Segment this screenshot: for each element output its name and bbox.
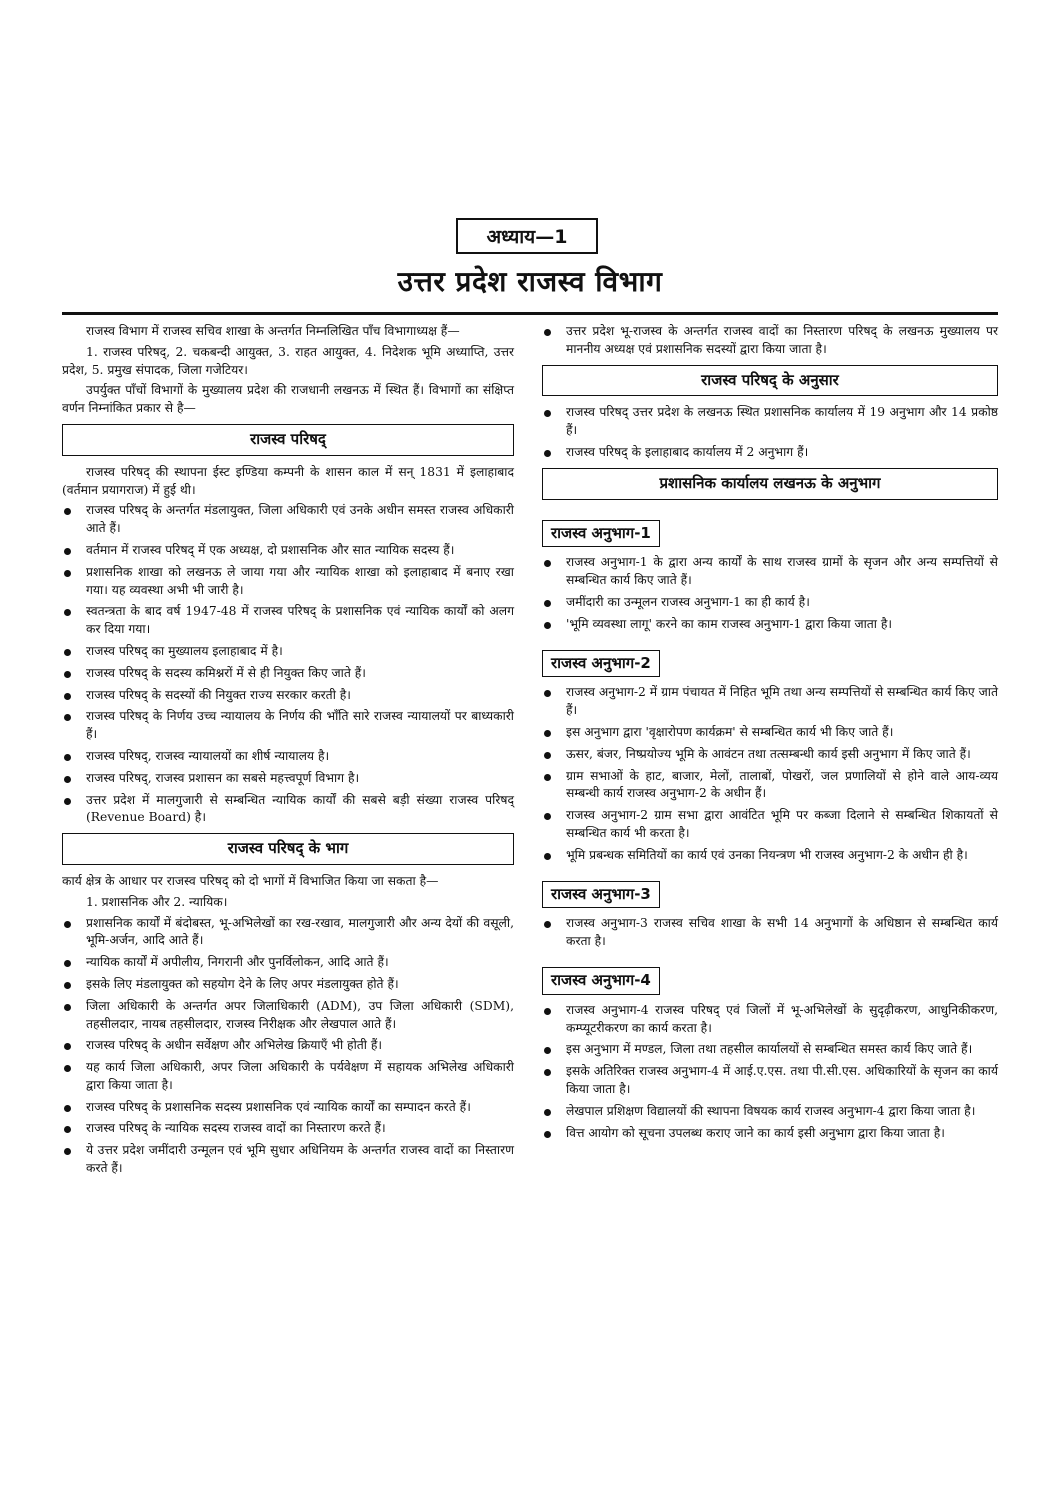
revenue-board-list: [62, 502, 514, 827]
bullet-icon: [64, 1004, 71, 1011]
bullet-icon: [544, 853, 551, 860]
bullet-icon: [64, 649, 71, 656]
intro-list: 1. राजस्व परिषद्, 2. चकबन्दी आयुक्त, 3. राहत आयुक्त, 4. निदेशक भूमि अध्याप्ति, उत्तर प्रदेश, 5. प्रमुख संपादक, जिला गजेटियर।: [62, 344, 514, 377]
subsection-heading-4: राजस्व अनुभाग-4: [542, 967, 660, 995]
list-item: ये उत्तर प्रदेश जमींदारी उन्मूलन एवं भूमि सुधार अधिनियम के अन्तर्गत राजस्व वादों का निस्तारण करते हैं।: [62, 1142, 514, 1178]
bullet-icon: [64, 754, 71, 761]
subsection-heading-3: राजस्व अनुभाग-3: [542, 881, 660, 909]
bullet-icon: [544, 622, 551, 629]
subsection-3-list: [542, 915, 998, 951]
list-item: राजस्व परिषद् का मुख्यालय इलाहाबाद में है।: [62, 643, 514, 661]
intro-paragraph: राजस्व विभाग में राजस्व सचिव शाखा के अन्तर्गत निम्नलिखित पाँच विभागाध्यक्ष हैं—: [86, 324, 460, 338]
list-item: राजस्व परिषद्, राजस्व न्यायालयों का शीर्ष न्यायालय है।: [62, 748, 514, 766]
bullet-icon: [544, 410, 551, 417]
list-item: राजस्व परिषद्, राजस्व प्रशासन का सबसे महत्त्वपूर्ण विभाग है।: [62, 770, 514, 788]
bullet-icon: [64, 548, 71, 555]
bullet-icon: [64, 982, 71, 989]
list-item: राजस्व परिषद् के प्रशासनिक सदस्य प्रशासनिक एवं न्यायिक कार्यों का सम्पादन करते हैं।: [62, 1099, 514, 1117]
left-column: [62, 323, 514, 1182]
list-item: यह कार्य जिला अधिकारी, अपर जिला अधिकारी के पर्यवेक्षण में सहायक अभिलेख अधिकारी द्वारा किया जाता है।: [62, 1059, 514, 1095]
board-parts-list: 1. प्रशासनिक और 2. न्यायिक।: [86, 894, 228, 909]
list-item: इसके लिए मंडलायुक्त को सहयोग देने के लिए अपर मंडलायुक्त होते हैं।: [62, 976, 514, 994]
bullet-icon: [544, 752, 551, 759]
list-item: उत्तर प्रदेश में मालगुजारी से सम्बन्धित न्यायिक कार्यों की सबसे बड़ी संख्या राजस्व परिषद् (Revenue Board) है।: [62, 792, 514, 828]
list-item: न्यायिक कार्यों में अपीलीय, निगरानी और पुनर्विलोकन, आदि आते हैं।: [62, 954, 514, 972]
list-item: राजस्व परिषद् के निर्णय उच्च न्यायालय के निर्णय की भाँति सारे राजस्व न्यायालयों पर बाध्यकारी हैं।: [62, 708, 514, 744]
bullet-icon: [64, 671, 71, 678]
list-item: प्रशासनिक शाखा को लखनऊ ले जाया गया और न्यायिक शाखा को इलाहाबाद में बनाए रखा गया। यह व्यवस्था अभी भी जारी है।: [62, 564, 514, 600]
list-item: लेखपाल प्रशिक्षण विद्यालयों की स्थापना विषयक कार्य राजस्व अनुभाग-4 द्वारा किया जाता है।: [542, 1103, 998, 1121]
bullet-icon: [64, 1148, 71, 1155]
title-rule: [62, 312, 998, 315]
bullet-icon: [544, 560, 551, 567]
bullet-icon: [544, 1047, 551, 1054]
list-item: प्रशासनिक कार्यों में बंदोबस्त, भू-अभिलेखों का रख-रखाव, मालगुजारी और अन्य देयों की वसूली, भूमि-अर्जन, आदि आते हैं।: [62, 915, 514, 951]
bullet-icon: [64, 609, 71, 616]
list-item: राजस्व अनुभाग-1 के द्वारा अन्य कार्यों के साथ राजस्व ग्रामों के सृजन और अन्य सम्पत्तियों से सम्बन्धित कार्य किए जाते हैं।: [542, 554, 998, 590]
list-item: राजस्व परिषद् के इलाहाबाद कार्यालय में 2 अनुभाग हैं।: [542, 444, 998, 462]
bullet-icon: [64, 1126, 71, 1133]
bullet-icon: [544, 813, 551, 820]
board-parts-paragraph: कार्य क्षेत्र के आधार पर राजस्व परिषद् को दो भागों में विभाजित किया जा सकता है—: [62, 873, 439, 888]
list-item: वित्त आयोग को सूचना उपलब्ध कराए जाने का कार्य इसी अनुभाग द्वारा किया जाता है।: [542, 1125, 998, 1143]
list-item: जिला अधिकारी के अन्तर्गत अपर जिलाधिकारी (ADM), उप जिला अधिकारी (SDM), तहसीलदार, नायब तहसीलदार, राजस्व निरीक्षक और लेखपाल आते हैं।: [62, 998, 514, 1034]
bullet-icon: [544, 774, 551, 781]
list-item: वर्तमान में राजस्व परिषद् में एक अध्यक्ष, दो प्रशासनिक और सात न्यायिक सदस्य हैं।: [62, 542, 514, 560]
section-heading-revenue-board: राजस्व परिषद्: [62, 424, 514, 456]
bullet-icon: [544, 1131, 551, 1138]
bullet-icon: [544, 730, 551, 737]
bullet-icon: [64, 1105, 71, 1112]
revenue-board-paragraph: राजस्व परिषद् की स्थापना ईस्ट इण्डिया कम्पनी के शासन काल में सन् 1831 में इलाहाबाद (वर्तमान प्रयागराज) में हुई थी।: [62, 464, 514, 497]
page-title: उत्तर प्रदेश राजस्व विभाग: [397, 265, 663, 298]
subsection-4-list: [542, 1002, 998, 1143]
bullet-icon: [544, 450, 551, 457]
bullet-icon: [544, 1069, 551, 1076]
list-item: ग्राम सभाओं के हाट, बाजार, मेलों, तालाबों, पोखरों, जल प्रणालियों से होने वाले आय-व्यय सम्बन्धी कार्य राजस्व अनुभाग-2 के अधीन हैं।: [542, 768, 998, 804]
list-item: ऊसर, बंजर, निष्प्रयोज्य भूमि के आवंटन तथा तत्सम्बन्धी कार्य इसी अनुभाग में किए जाते हैं।: [542, 746, 998, 764]
bullet-icon: [64, 693, 71, 700]
list-item: इसके अतिरिक्त राजस्व अनुभाग-4 में आई.ए.एस. तथा पी.सी.एस. अधिकारियों के सृजन का कार्य किया जाता है।: [542, 1063, 998, 1099]
list-item: राजस्व अनुभाग-4 राजस्व परिषद् एवं जिलों में भू-अभिलेखों के सुदृढ़ीकरण, आधुनिकीकरण, कम्प्यूटरीकरण का कार्य करता है।: [542, 1002, 998, 1038]
list-item: इस अनुभाग द्वारा 'वृक्षारोपण कार्यक्रम' से सम्बन्धित कार्य भी किए जाते हैं।: [542, 724, 998, 742]
bullet-icon: [64, 776, 71, 783]
intro-end-paragraph: उपर्युक्त पाँचों विभागों के मुख्यालय प्रदेश की राजधानी लखनऊ में स्थित हैं। विभागों का संक्षिप्त वर्णन निम्नांकित प्रकार से है—: [62, 383, 514, 416]
board-parts-bullets: [62, 915, 514, 1178]
according-to-board-list: [542, 404, 998, 461]
section-heading-lucknow-sections: प्रशासनिक कार्यालय लखनऊ के अनुभाग: [542, 468, 998, 500]
bullet-icon: [64, 960, 71, 967]
list-item: राजस्व परिषद् के सदस्य कमिश्नरों में से ही नियुक्त किए जाते हैं।: [62, 665, 514, 683]
chapter-label: अध्याय—1: [456, 218, 598, 254]
bullet-icon: [544, 1008, 551, 1015]
list-item: स्वतन्त्रता के बाद वर्ष 1947-48 में राजस्व परिषद् के प्रशासनिक एवं न्यायिक कार्यों को अलग कर दिया गया।: [62, 603, 514, 639]
list-item: इस अनुभाग में मण्डल, जिला तथा तहसील कार्यालयों से सम्बन्धित समस्त कार्य किए जाते हैं।: [542, 1041, 998, 1059]
list-item: राजस्व अनुभाग-2 ग्राम सभा द्वारा आवंटित भूमि पर कब्जा दिलाने से सम्बन्धित शिकायतों से सम्बन्धित कार्य भी करता है।: [542, 807, 998, 843]
bullet-icon: [64, 570, 71, 577]
section-heading-board-parts: राजस्व परिषद् के भाग: [62, 833, 514, 865]
list-item: राजस्व परिषद् के अन्तर्गत मंडलायुक्त, जिला अधिकारी एवं उनके अधीन समस्त राजस्व अधिकारी आते हैं।: [62, 502, 514, 538]
list-item: राजस्व अनुभाग-2 में ग्राम पंचायत में निहित भूमि तथा अन्य सम्पत्तियों से सम्बन्धित कार्य किए जाते हैं।: [542, 684, 998, 720]
list-item: 'भूमि व्यवस्था लागू' करने का काम राजस्व अनुभाग-1 द्वारा किया जाता है।: [542, 616, 998, 634]
bullet-icon: [544, 690, 551, 697]
subsection-2-list: [542, 684, 998, 864]
bullet-icon: [544, 1109, 551, 1116]
subsection-1-list: [542, 554, 998, 633]
list-item: राजस्व परिषद् के अधीन सर्वेक्षण और अभिलेख क्रियाएँ भी होती हैं।: [62, 1037, 514, 1055]
list-item: उत्तर प्रदेश भू-राजस्व के अन्तर्गत राजस्व वादों का निस्तारण परिषद् के लखनऊ मुख्यालय पर माननीय अध्यक्ष एवं प्रशासनिक सदस्यों द्वारा किया जाता है।: [542, 323, 998, 359]
list-item: राजस्व परिषद् के सदस्यों की नियुक्त राज्य सरकार करती है।: [62, 687, 514, 705]
list-item: भूमि प्रबन्धक समितियों का कार्य एवं उनका नियन्त्रण भी राजस्व अनुभाग-2 के अधीन ही है।: [542, 847, 998, 865]
subsection-heading-1: राजस्व अनुभाग-1: [542, 520, 660, 548]
bullet-icon: [64, 1043, 71, 1050]
list-item: राजस्व अनुभाग-3 राजस्व सचिव शाखा के सभी 14 अनुभागों के अधिष्ठान से सम्बन्धित कार्य करता है।: [542, 915, 998, 951]
subsection-heading-2: राजस्व अनुभाग-2: [542, 650, 660, 678]
bullet-icon: [544, 329, 551, 336]
bullet-icon: [544, 921, 551, 928]
bullet-icon: [64, 508, 71, 515]
bullet-icon: [64, 714, 71, 721]
top-bullet-list: [542, 323, 998, 359]
section-heading-according-to-board: राजस्व परिषद् के अनुसार: [542, 365, 998, 397]
bullet-icon: [64, 921, 71, 928]
list-item: जमींदारी का उन्मूलन राजस्व अनुभाग-1 का ही कार्य है।: [542, 594, 998, 612]
bullet-icon: [64, 1065, 71, 1072]
list-item: राजस्व परिषद् के न्यायिक सदस्य राजस्व वादों का निस्तारण करते हैं।: [62, 1120, 514, 1138]
right-column: [542, 323, 998, 1146]
bullet-icon: [64, 798, 71, 805]
list-item: राजस्व परिषद् उत्तर प्रदेश के लखनऊ स्थित प्रशासनिक कार्यालय में 19 अनुभाग और 14 प्रकोष्ठ हैं।: [542, 404, 998, 440]
bullet-icon: [544, 600, 551, 607]
